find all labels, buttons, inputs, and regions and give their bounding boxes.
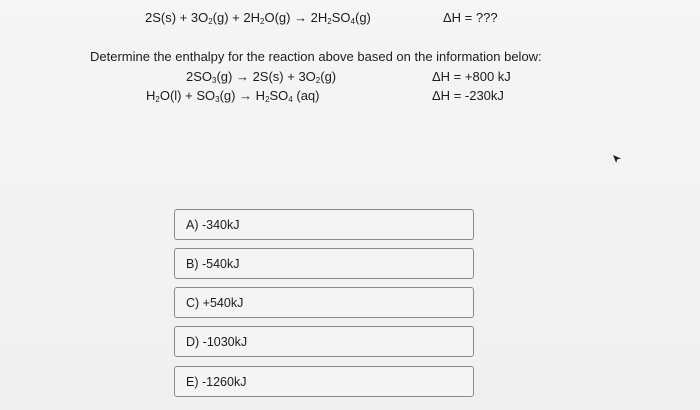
subscript: 3 [212,76,217,85]
answer-option-label: D) -1030kJ [186,335,248,349]
main-reaction-equation [145,10,371,26]
reaction-text: O(g) → 2H [264,10,328,25]
reaction-text: SO [331,10,351,25]
answer-option-b[interactable] [174,248,474,279]
subscript: 2 [265,95,270,104]
answer-option-e[interactable] [174,366,474,397]
reaction-text: 2S(s) + 3O [145,10,209,25]
reaction-text: (g) [320,69,337,84]
reaction-text: SO [269,88,289,103]
answer-option-c[interactable] [174,287,474,318]
answer-option-label: B) -540kJ [186,257,240,271]
answer-option-label: C) +540kJ [186,296,244,310]
subscript: 3 [215,95,220,104]
answer-option-label: A) -340kJ [186,218,240,232]
subscript: 2 [155,95,160,104]
answer-option-d[interactable] [174,326,474,357]
given-reaction-2-delta-h: ΔH = -230kJ [432,88,504,103]
answer-option-a[interactable] [174,209,474,240]
reaction-text: (g) + 2H [212,10,260,25]
subscript: 2 [260,17,265,26]
subscript: 2 [327,17,332,26]
question-prompt: Determine the enthalpy for the reaction above based on the information below: [90,49,542,64]
reaction-text: (aq) [292,88,320,103]
mouse-pointer-icon [612,154,622,164]
reaction-text: (g) → H [219,88,266,103]
reaction-text: O(l) + SO [159,88,216,103]
main-reaction-delta-h: ΔH = ??? [443,10,498,25]
subscript: 2 [208,17,213,26]
given-reaction-1-delta-h: ΔH = +800 kJ [432,69,511,84]
answer-option-label: E) -1260kJ [186,375,247,389]
subscript: 2 [315,76,321,85]
reaction-text: (g) → 2S(s) + 3O [216,69,316,84]
reaction-text: (g) [355,10,371,25]
reaction-text: H [146,88,156,103]
subscript: 4 [350,17,355,26]
given-reaction-1 [186,69,336,85]
subscript: 4 [288,95,293,104]
given-reaction-2 [146,88,320,104]
reaction-text: 2SO [186,69,213,84]
